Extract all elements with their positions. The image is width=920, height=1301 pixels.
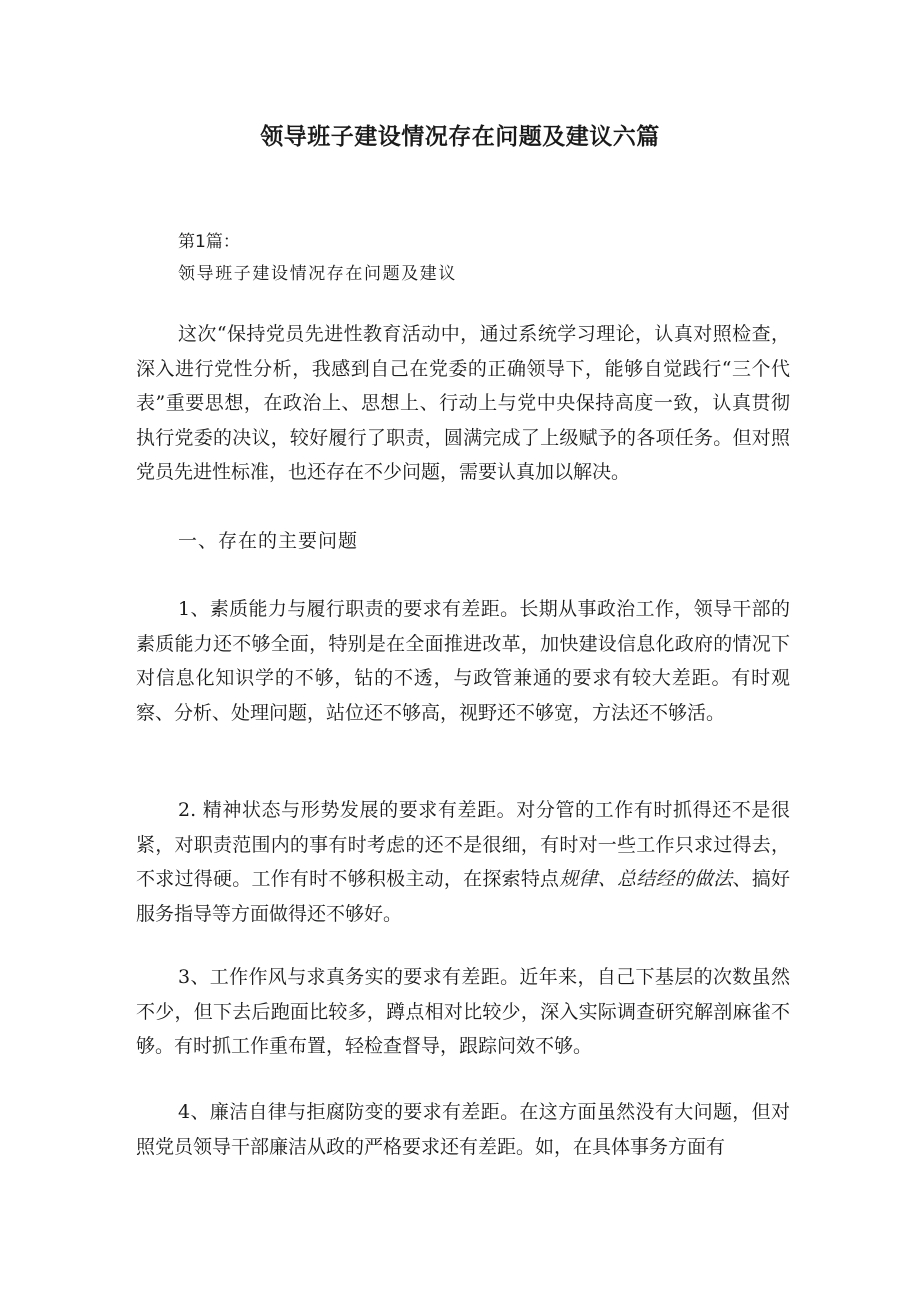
problem-item-4: 4、廉洁自律与拒腐防变的要求有差距。在这方面虽然没有大问题，但对照党员领导干部廉洁从政的严格要求还有差距。如，在具体事务方面有 [136,1101,790,1158]
section-heading-problems: 一、存在的主要问题 [178,530,359,552]
problem-item-1: 1、素质能力与履行职责的要求有差距。长期从事政治工作，领导干部的素质能力还不够全面，特别是在全面推进改革，加快建设信息化政府的情况下对信息化知识学的不够，钻的不透，与政管兼通的要求有较大差距。有时观察、分析、处理问题，站位还不够高，视野还不够宽，方法还不够活。 [136,598,790,724]
chapter-label: 第1篇： [178,232,240,252]
document-title: 领导班子建设情况存在问题及建议六篇 [260,124,660,150]
problem-item-2-italic-text: 规律、总结经的做法 [559,868,733,890]
problem-item-3: 3、工作作风与求真务实的要求有差距。近年来，自己下基层的次数虽然不少，但下去后跑面比较多，蹲点相对比较少，深入实际调查研究解剖麻雀不够。有时抓工作重布置，轻检查督导，跟踪问效不够。 [136,966,790,1057]
problem-item-2-text-b: 、搞好服务指导等方面做得还不够好。 [136,868,790,925]
problem-item-2 [136,793,790,931]
intro-paragraph: 这次“保持党员先进性教育活动中，通过系统学习理论，认真对照检查，深入进行党性分析，我感到自己在党委的正确领导下，能够自觉践行“三个代表”重要思想，在政治上、思想上、行动上与党中央保持高度一致，认真贯彻执行党委的决议，较好履行了职责，圆满完成了上级赋予的各项任务。但对照党员先进性标准，也还存在不少问题，需要认真加以解决。 [136,323,790,483]
problem-item-2-text-a: 2. 精神状态与形势发展的要求有差距。对分管的工作有时抓得还不是很紧，对职责范围内的事有时考虑的还不是很细，有时对一些工作只求过得去，不求过得硬。工作有时不够积极主动，在探索特点 [136,799,790,890]
chapter-subtitle: 领导班子建设情况存在问题及建议 [178,264,457,284]
